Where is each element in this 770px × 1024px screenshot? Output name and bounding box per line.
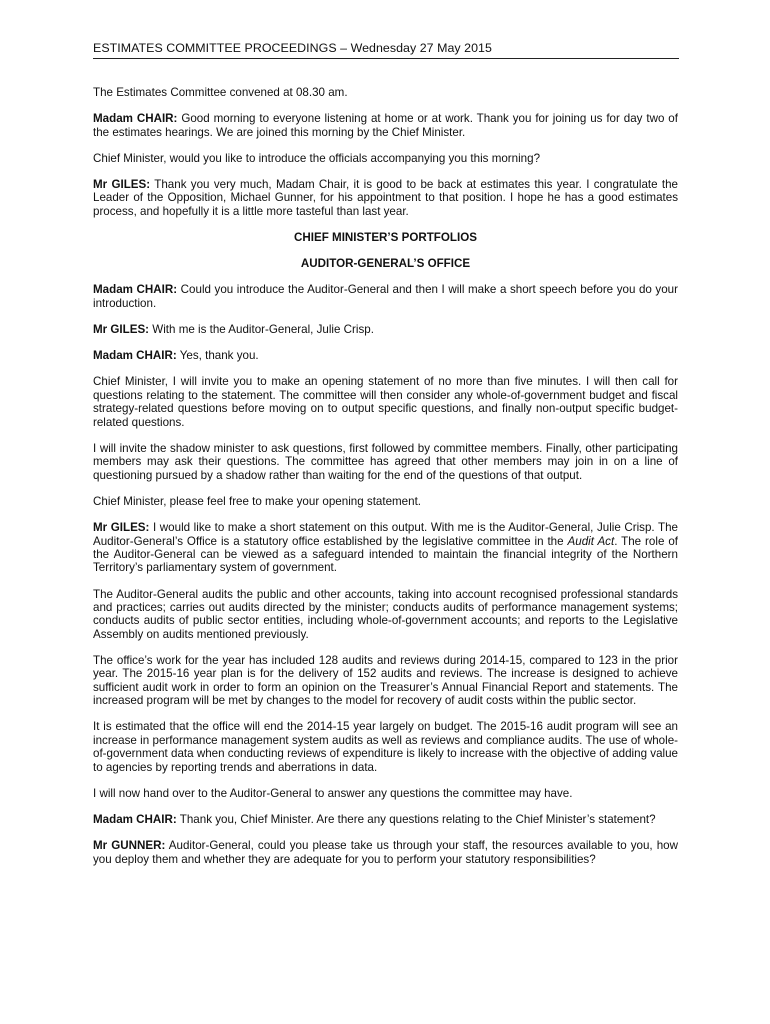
paragraph-gunner-question [93, 839, 678, 866]
paragraph-chair-welcome [93, 112, 678, 139]
speech-text: Auditor-General, could you please take us through your staff, the resources available to you, how you deploy them and whether they are adequate for you to perform your statutory responsibilities? [93, 839, 678, 866]
speaker-label: Madam CHAIR: [93, 283, 178, 297]
paragraph-chair-questions [93, 813, 678, 826]
paragraph-opening-statement-procedure: Chief Minister, I will invite you to make an opening statement of no more than five minutes. I will then call for questions relating to the statement. The committee will then consider any whole-of-government budget and fiscal strategy-related questions before moving on to output specific questions, and finally non-output specific budget-related questions. [93, 375, 678, 429]
paragraph-audit-workload: The office’s work for the year has included 128 audits and reviews during 2014-15, compared to 123 in the prior year. The 2015-16 year plan is for the delivery of 152 audits and reviews. The increase is designed to achieve sufficient audit work in order to form an opinion on the Treasurer’s Annual Financial Report and statements. The increased program will be met by changes to the model for recovery of audit costs within the public sector. [93, 653, 678, 708]
speech-text: Yes, thank you. [179, 349, 259, 363]
speaker-label: Mr GILES: [93, 178, 151, 192]
paragraph-chair-thanks [93, 349, 678, 362]
paragraph-giles-thanks [93, 178, 678, 218]
paragraph-invite-statement: Chief Minister, please feel free to make your opening statement. [93, 494, 422, 508]
speech-text: Thank you, Chief Minister. Are there any questions relating to the Chief Minister’s statement? [179, 812, 656, 826]
transcript-body [93, 86, 678, 879]
speaker-label: Mr GUNNER: [93, 839, 166, 853]
speech-text: Could you introduce the Auditor-General and then I will make a short speech before you do your introduction. [93, 283, 678, 310]
paragraph-chair-introduce [93, 283, 678, 310]
speaker-label: Madam CHAIR: [93, 812, 177, 826]
paragraph-audit-duties: The Auditor-General audits the public and other accounts, taking into account recognised professional standards and practices; carries out audits directed by the minister; conducts audits of performance management systems; conducts audits of public sector entities, including whole-of-government accounts; and reports to the Legislative Assembly on audits mentioned previously. [93, 587, 678, 641]
paragraph-giles-auditor [93, 323, 678, 336]
section-heading-portfolios: CHIEF MINISTER’S PORTFOLIOS [294, 231, 477, 245]
act-title: Audit Act [567, 534, 615, 548]
running-header: ESTIMATES COMMITTEE PROCEEDINGS – Wednesday 27 May 2015 [93, 41, 492, 55]
paragraph-introduce-officials: Chief Minister, would you like to introduce the officials accompanying you this morning? [93, 151, 541, 165]
header-rule [93, 58, 679, 59]
speaker-label: Mr GILES: [93, 323, 150, 337]
speaker-label: Madam CHAIR: [93, 349, 177, 363]
speech-text: Thank you very much, Madam Chair, it is good to be back at estimates this year. I congratulate the Leader of the Opposition, Michael Gunner, for his appointment to that position. I hope he has a good estimates process, and hopefully it is a little more tasteful than last year. [93, 178, 679, 218]
paragraph-budget-estimate: It is estimated that the office will end the 2014-15 year largely on budget. The 2015-16 audit program will see an increase in performance management system audits as well as reviews and compliance audits. The use of whole-of-government data when conducting reviews of expenditure is likely to increase with the objective of adding value to agencies by reporting trends and aberrations in data. [93, 720, 678, 774]
paragraph-giles-statement [93, 521, 678, 575]
paragraph-hand-over: I will now hand over to the Auditor-General to answer any questions the committee may have. [93, 786, 573, 800]
speech-text: I would like to make a short statement on this output. With me is the Auditor-General, Julie Crisp. The Auditor-General’s Office is a statutory office established by the legislative committee in the [93, 521, 678, 548]
section-heading-auditor-general-office: AUDITOR-GENERAL’S OFFICE [300, 257, 471, 271]
speech-text: Good morning to everyone listening at home or at work. Thank you for joining us for day two of the estimates hearings. We are joined this morning by the Chief Minister. [93, 112, 678, 139]
speaker-label: Madam CHAIR: [93, 112, 178, 126]
speech-text: . The role of the Auditor-General can be viewed as a safeguard intended to maintain the financial integrity of the Northern Territory’s parliamentary system of government. [93, 534, 678, 575]
speech-text: With me is the Auditor-General, Julie Crisp. [152, 323, 374, 337]
paragraph-convened: The Estimates Committee convened at 08.30 am. [93, 86, 348, 99]
speaker-label: Mr GILES: [93, 521, 150, 535]
paragraph-questioning-order: I will invite the shadow minister to ask questions, first followed by committee members. Finally, other participating members may ask their questions. The committee has agreed that other members may join in on a line of questioning pursued by a shadow rather than waiting for the end of the questions of that output. [93, 441, 678, 482]
